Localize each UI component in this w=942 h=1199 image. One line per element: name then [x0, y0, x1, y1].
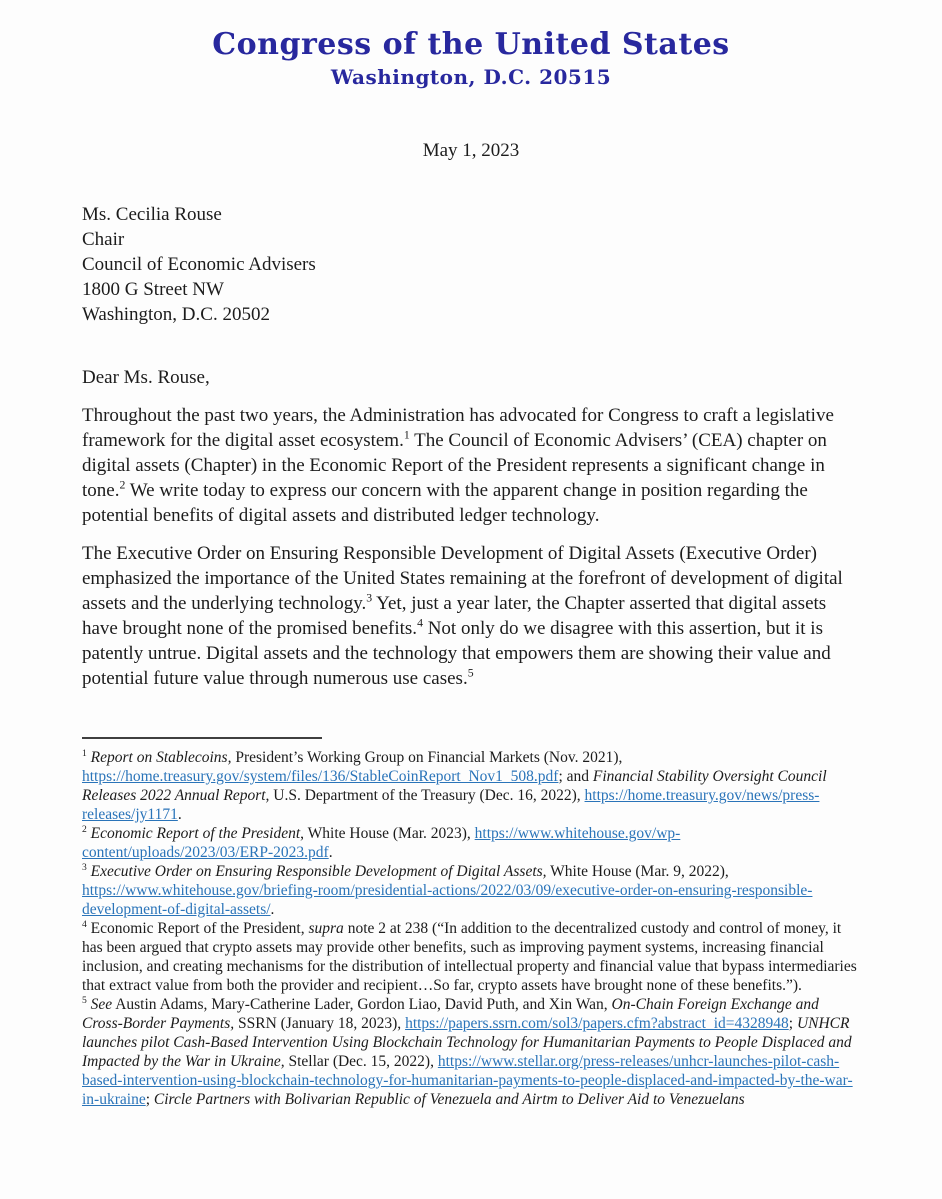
letterhead-title: Congress of the United States: [212, 27, 730, 62]
salutation: Dear Ms. Rouse,: [82, 367, 210, 388]
recipient-city: Washington, D.C. 20502: [82, 304, 270, 325]
text-segment: .: [270, 901, 275, 918]
text-segment: On-Chain Foreign Exchange and Cross-Border Payments,: [82, 996, 819, 1032]
text-segment: ;: [788, 1015, 797, 1032]
footnote-reference: 1: [403, 428, 410, 442]
text-segment: ; and: [558, 768, 593, 785]
text-segment: Economic Report of the President,: [86, 920, 309, 937]
footnote-reference: 1: [82, 747, 87, 759]
footnote-5: [82, 995, 860, 1109]
text-segment: Stellar (Dec. 15, 2022),: [284, 1053, 438, 1070]
recipient-street: 1800 G Street NW: [82, 279, 224, 300]
hyperlink[interactable]: https://www.whitehouse.gov/briefing-room/presidential-actions/2022/03/09/executive-order-on-ensuring-responsible-development-of-digital-assets/: [82, 882, 813, 918]
footnote-separator: [82, 737, 322, 739]
hyperlink[interactable]: https://www.whitehouse.gov/wp-content/uploads/2023/03/ERP-2023.pdf: [82, 825, 681, 861]
recipient-address-block: [82, 202, 860, 327]
text-segment: The Council of Economic Advisers’ (CEA) chapter on digital assets (Chapter) in the Economic Report of the President represents a significant change in tone.: [82, 430, 827, 501]
text-segment: Austin Adams, Mary-Catherine Lader, Gordon Liao, David Puth, and Xin Wan,: [112, 996, 612, 1013]
footnote-reference: 3: [366, 591, 373, 605]
footnote-1: [82, 748, 860, 824]
text-segment: U.S. Department of the Treasury (Dec. 16, 2022),: [269, 787, 585, 804]
hyperlink[interactable]: https://home.treasury.gov/news/press-releases/jy1171: [82, 787, 820, 823]
text-segment: Circle Partners with Bolivarian Republic of Venezuela and Airtm to Deliver Aid to Venezuelans: [153, 1091, 745, 1108]
letter-date: May 1, 2023: [422, 140, 520, 161]
text-segment: Executive Order on Ensuring Responsible Development of Digital Assets,: [90, 863, 547, 880]
footnote-reference: 2: [119, 478, 126, 492]
hyperlink[interactable]: https://www.stellar.org/press-releases/unhcr-launches-pilot-cash-based-intervention-using-blockchain-technology-for-humanitarian-payments-to-people-displaced-and-impacted-by-the-war-in-ukraine: [82, 1053, 853, 1108]
footnote-reference: 4: [417, 616, 423, 630]
recipient-title: Chair: [82, 229, 125, 250]
footnote-2: [82, 824, 860, 862]
text-segment: The Executive Order on Ensuring Responsible Development of Digital Assets (Executive Order) emphasized the importance of the United States remaining at the forefront of development of digital assets and the underlying technology.: [82, 543, 843, 614]
text-segment: .: [177, 806, 182, 823]
text-segment: ;: [145, 1091, 154, 1108]
text-segment: note 2 at 238 (“In addition to the decentralized custody and control of money, it has been argued that crypto assets may provide other benefits, such as improving payment systems, increasing financial inclusion, and creating mechanisms for the distribution of intellectual property and financial value that bypass intermediaries that extract value from both the provider and recipient…So far, crypto assets have brought none of these benefits.”).: [82, 920, 857, 994]
text-segment: .: [328, 844, 333, 861]
text-segment: , White House (Mar. 2023),: [300, 825, 475, 842]
letterhead-subtitle: Washington, D.C. 20515: [330, 65, 612, 89]
footnote-reference: 2: [82, 823, 87, 835]
footnote-reference: 5: [82, 994, 87, 1006]
footnotes-section: [82, 748, 860, 1109]
text-segment: We write today to express our concern with the apparent change in position regarding the potential benefits of digital assets and distributed ledger technology.: [82, 480, 808, 526]
text-segment: UNHCR launches pilot Cash-Based Intervention Using Blockchain Technology for Humanitarian Payments to People Displaced and Impacted by the War in Ukraine,: [82, 1015, 852, 1070]
footnote-reference: 3: [82, 861, 87, 873]
body-paragraph-2: [82, 541, 860, 691]
footnote-3: [82, 862, 860, 919]
footnote-reference: 4: [82, 918, 87, 930]
recipient-name: Ms. Cecilia Rouse: [82, 204, 222, 225]
text-segment: Throughout the past two years, the Administration has advocated for Congress to craft a legislative framework for the digital asset ecosystem.: [82, 405, 834, 451]
text-segment: Yet, just a year later, the Chapter asserted that digital assets have brought none of the promised benefits.: [82, 593, 827, 639]
text-segment: President’s Working Group on Financial Markets (Nov. 2021),: [231, 749, 623, 766]
text-segment: See: [90, 996, 113, 1013]
text-segment: Financial Stability Oversight Council Releases 2022 Annual Report,: [82, 768, 827, 804]
text-segment: Not only do we disagree with this assertion, but it is patently untrue. Digital assets and the technology that empowers them are showing their value and potential future value through numerous use cases.: [82, 618, 831, 689]
body-paragraph-1: [82, 403, 860, 528]
footnote-4: [82, 919, 860, 995]
recipient-organization: Council of Economic Advisers: [82, 254, 316, 275]
text-segment: supra: [308, 920, 344, 937]
text-segment: Report on Stablecoins,: [90, 749, 232, 766]
text-segment: White House (Mar. 9, 2022),: [546, 863, 729, 880]
hyperlink[interactable]: https://home.treasury.gov/system/files/136/StableCoinReport_Nov1_508.pdf: [82, 768, 559, 785]
footnote-reference: 5: [467, 666, 474, 680]
text-segment: SSRN (January 18, 2023),: [234, 1015, 406, 1032]
hyperlink[interactable]: https://papers.ssrn.com/sol3/papers.cfm?abstract_id=4328948: [405, 1015, 789, 1032]
letterhead: [82, 28, 860, 90]
text-segment: Economic Report of the President: [90, 825, 301, 842]
